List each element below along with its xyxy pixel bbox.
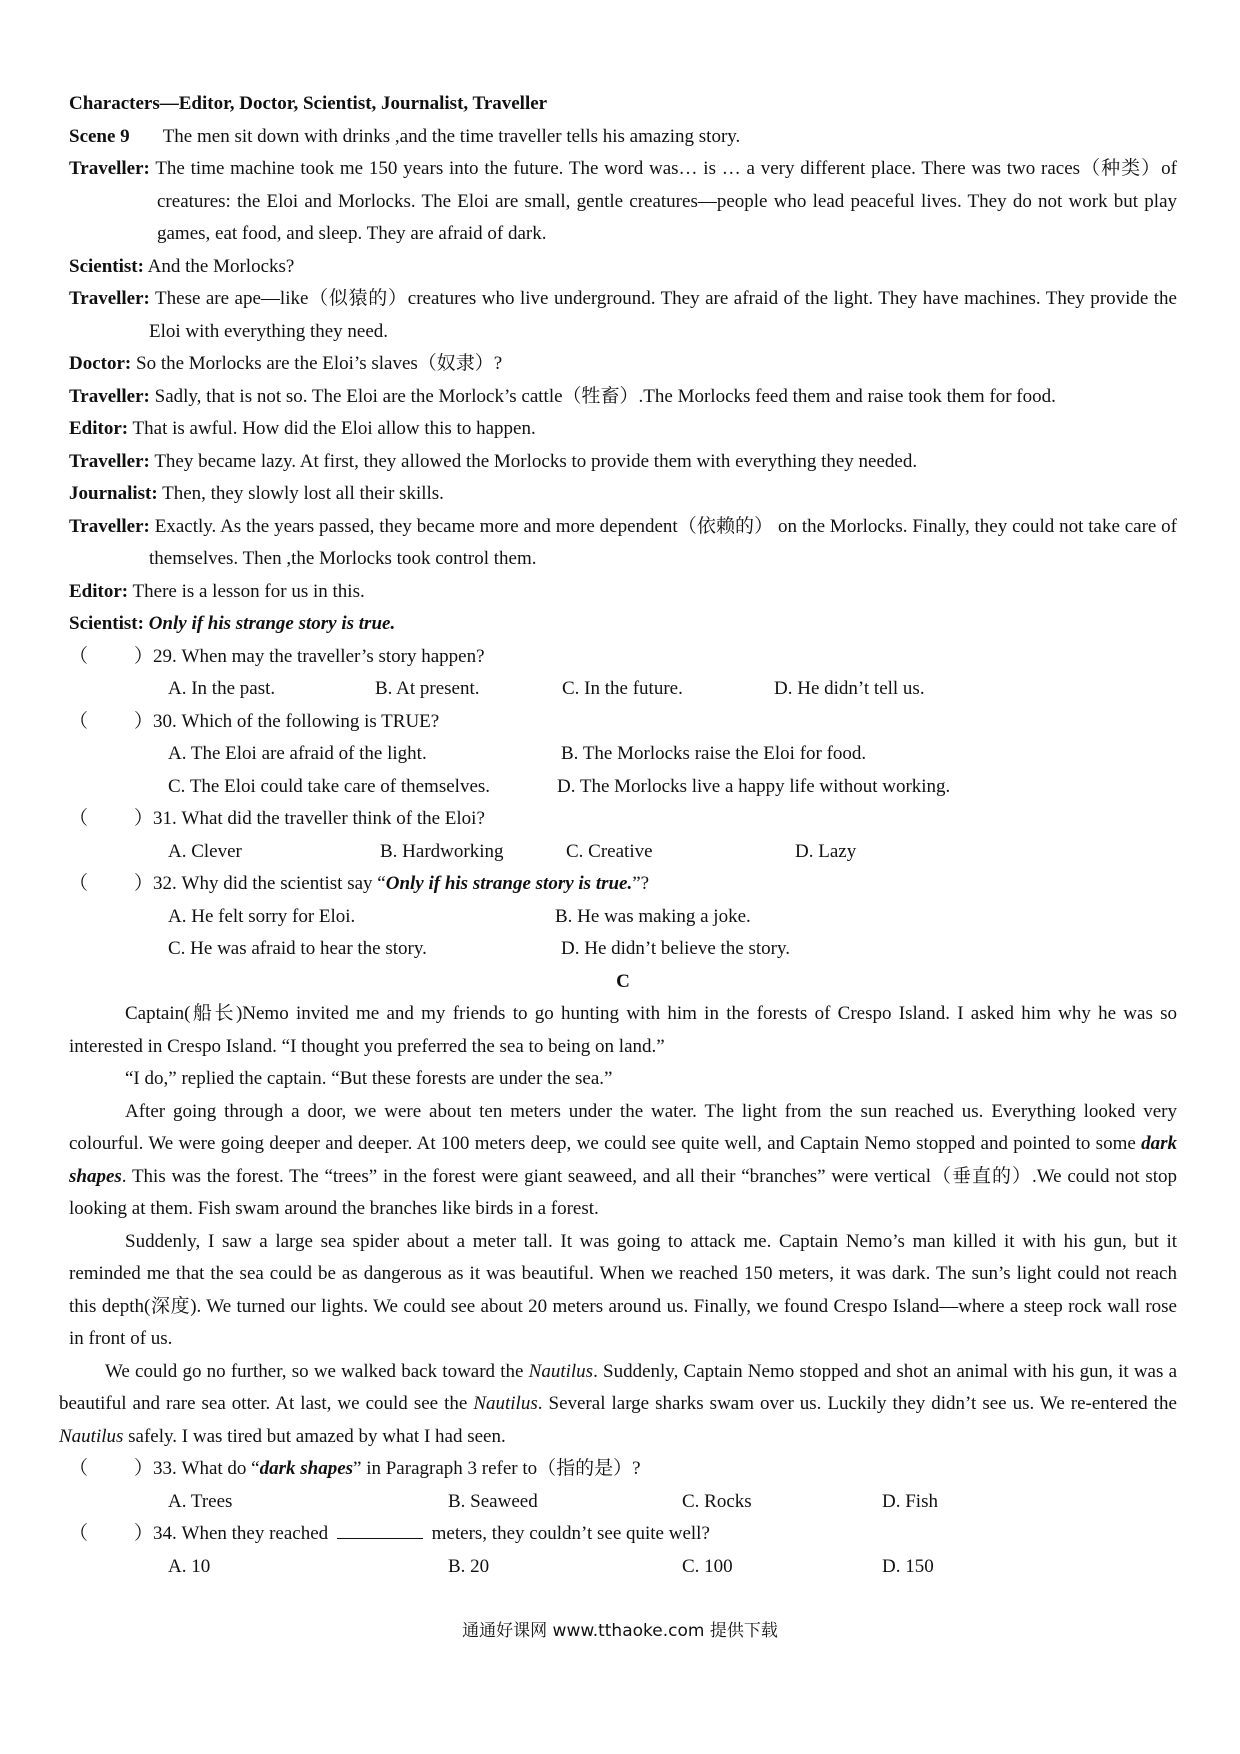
question-text: What did the traveller think of the Eloi?: [181, 808, 485, 829]
option[interactable]: A. In the past.: [168, 678, 276, 699]
answer-blank[interactable]: [89, 1453, 134, 1486]
answer-paren-open: （: [69, 808, 89, 829]
worksheet-page: [59, 88, 1178, 1583]
answer-blank[interactable]: [89, 641, 134, 674]
options-row: [69, 1486, 1177, 1519]
option[interactable]: C. Rocks: [682, 1490, 752, 1512]
dialogue-line: [69, 251, 1177, 284]
answer-paren-close: ）: [134, 873, 154, 894]
question-30: [69, 706, 1177, 739]
option[interactable]: C. In the future.: [562, 678, 683, 699]
speaker: Scientist:: [69, 613, 144, 634]
question-text: When may the traveller’s story happen?: [181, 645, 485, 667]
speaker: Editor:: [69, 418, 129, 439]
passage-paragraph: Suddenly, I saw a large sea spider about a meter tall. It was going to attack me. Captain Nemo’s man killed it with his gun, but it reminded me that the sea could be as dangerous as it was beautiful. When we reached 150 meters, it was dark. The sun’s light could not reach this depth(深度). We turned our lights. We could see about 20 meters around us. Finally, we found Crespo Island—where a steep rock wall rose in front of us.: [69, 1230, 1177, 1349]
section-heading-c: C: [616, 970, 630, 992]
answer-paren-close: ）: [134, 1523, 154, 1544]
dialogue-line: [69, 348, 1177, 381]
option[interactable]: B. 20: [448, 1555, 490, 1577]
option[interactable]: B. He was making a joke.: [555, 905, 751, 927]
dialogue-line: [69, 446, 1177, 479]
question-text: What do “dark shapes” in Paragraph 3 refer to（指的是）?: [181, 1458, 641, 1479]
dialogue-text: Then, they slowly lost all their skills.: [162, 483, 444, 504]
dialogue-text: These are ape—like（似猿的）creatures who live underground. They are afraid of the light. They have machines. They provide the Eloi with everything they need.: [149, 288, 1177, 342]
fill-in-blank[interactable]: [337, 1520, 423, 1539]
page-footer: 通通好课网 www.tthaoke.com 提供下载: [462, 1621, 778, 1641]
option[interactable]: C. He was afraid to hear the story.: [168, 938, 427, 959]
answer-paren-open: （: [69, 710, 89, 732]
question-33: [69, 1453, 1177, 1486]
scene-label: Scene 9: [69, 125, 130, 147]
options-row: [69, 738, 1177, 771]
answer-paren-open: （: [69, 645, 89, 667]
dialogue-line: [69, 608, 1177, 641]
question-31: [69, 803, 1177, 836]
question-number: 31.: [153, 808, 177, 829]
answer-blank[interactable]: [89, 706, 134, 739]
dialogue-text: And the Morlocks?: [147, 255, 295, 277]
speaker: Traveller:: [69, 515, 150, 537]
dialogue-text: There is a lesson for us in this.: [132, 580, 365, 602]
question-34: [69, 1518, 1177, 1551]
answer-paren-open: （: [69, 1523, 89, 1544]
option[interactable]: A. 10: [168, 1555, 211, 1577]
answer-paren-open: （: [69, 873, 89, 894]
dialogue-text: Only if his strange story is true.: [148, 613, 396, 634]
question-number: 32.: [153, 873, 177, 894]
dialogue-text: They became lazy. At first, they allowed the Morlocks to provide them with everything they needed.: [154, 450, 918, 472]
answer-paren-close: ）: [134, 710, 154, 732]
answer-paren-close: ）: [134, 808, 154, 829]
dialogue-text: That is awful. How did the Eloi allow this to happen.: [132, 418, 536, 439]
option[interactable]: C. 100: [682, 1555, 733, 1577]
scene-line: [69, 121, 1177, 154]
question-number: 33.: [153, 1458, 177, 1479]
speaker: Doctor:: [69, 353, 132, 374]
passage-paragraph: “I do,” replied the captain. “But these forests are under the sea.”: [125, 1068, 613, 1089]
question-number: 30.: [153, 710, 177, 732]
scene-text: The men sit down with drinks ,and the time traveller tells his amazing story.: [162, 125, 741, 147]
characters-line: Characters—Editor, Doctor, Scientist, Journalist, Traveller: [69, 93, 548, 114]
option[interactable]: C. The Eloi could take care of themselves.: [168, 775, 491, 797]
option[interactable]: D. He didn’t believe the story.: [561, 938, 791, 959]
option[interactable]: A. The Eloi are afraid of the light.: [168, 743, 427, 764]
answer-blank[interactable]: [89, 803, 134, 836]
passage-paragraph: Captain(船长)Nemo invited me and my friends to go hunting with him in the forests of Crespo Island. I asked him why he was so interested in Crespo Island. “I thought you preferred the sea to being on land.”: [69, 1003, 1177, 1057]
option[interactable]: D. He didn’t tell us.: [774, 678, 925, 699]
answer-paren-close: ）: [134, 1458, 154, 1479]
answer-blank[interactable]: [89, 868, 134, 901]
options-row: [69, 901, 1177, 934]
option[interactable]: A. Trees: [168, 1490, 233, 1512]
dialogue-text: The time machine took me 150 years into the future. The word was… is … a very different place. There was two races（种类）of creatures: the Eloi and Morlocks. The Eloi are small, gentle creatures—people who lead peaceful lives. They do not work but play games, eat food, and sleep. They are afraid of dark.: [155, 158, 1177, 244]
question-text: Which of the following is TRUE?: [181, 710, 440, 732]
option[interactable]: D. 150: [882, 1555, 934, 1577]
dialogue-line: [69, 381, 1177, 414]
options-row: [69, 933, 1177, 966]
answer-paren-close: ）: [134, 645, 154, 667]
option[interactable]: C. Creative: [566, 840, 653, 862]
speaker: Journalist:: [69, 483, 158, 504]
dialogue-text: Exactly. As the years passed, they became more and more dependent（依赖的） on the Morlocks. Finally, they could not take care of themselves. Then ,the Morlocks took control them.: [149, 515, 1178, 569]
speaker: Traveller:: [69, 288, 150, 309]
options-row: [69, 673, 1177, 706]
dialogue-line: [69, 576, 1177, 609]
question-text: Why did the scientist say “Only if his strange story is true.”?: [181, 873, 650, 894]
question-number: 34.: [153, 1523, 177, 1544]
option[interactable]: D. Fish: [882, 1490, 938, 1512]
option[interactable]: A. Clever: [168, 840, 242, 862]
passage-paragraph: We could go no further, so we walked back toward the Nautilus. Suddenly, Captain Nemo stopped and shot an animal with his gun, it was a beautiful and rare sea otter. At last, we could see the Nautilus. Several large sharks swam over us. Luckily they didn’t see us. We re-entered the Nautilus safely. I was tired but amazed by what I had seen.: [59, 1360, 1177, 1447]
dialogue-line: [69, 153, 1177, 251]
option[interactable]: D. The Morlocks live a happy life without working.: [557, 775, 951, 797]
dialogue-text: Sadly, that is not so. The Eloi are the Morlock’s cattle（牲畜）.The Morlocks feed them and raise took them for food.: [154, 385, 1056, 407]
option[interactable]: B. At present.: [375, 678, 480, 699]
option[interactable]: B. The Morlocks raise the Eloi for food.: [561, 743, 867, 764]
option[interactable]: B. Seaweed: [448, 1490, 538, 1512]
answer-blank[interactable]: [89, 1518, 134, 1551]
option[interactable]: A. He felt sorry for Eloi.: [168, 905, 356, 927]
options-row: [69, 771, 1177, 804]
option[interactable]: B. Hardworking: [380, 840, 504, 862]
dialogue-text: So the Morlocks are the Eloi’s slaves（奴隶）?: [136, 353, 503, 374]
dialogue-line: [69, 413, 1177, 446]
question-32: [69, 868, 1177, 901]
speaker: Traveller:: [69, 158, 150, 179]
speaker: Traveller:: [69, 385, 150, 407]
speaker: Editor:: [69, 580, 129, 602]
question-number: 29.: [153, 645, 177, 667]
answer-paren-open: （: [69, 1458, 89, 1479]
passage-paragraph: After going through a door, we were about ten meters under the water. The light from the sun reached us. Everything looked very colourful. We were going deeper and deeper. At 100 meters deep, we could see quite well, and Captain Nemo stopped and pointed to some dark shapes. This was the forest. The “trees” in the forest were giant seaweed, and all their “branches” were vertical（垂直的）.We could not stop looking at them. Fish swam around the branches like birds in a forest.: [69, 1100, 1177, 1219]
dialogue-line: [69, 511, 1177, 576]
question-text: When they reached meters, they couldn’t see quite well?: [182, 1518, 710, 1551]
question-29: [69, 641, 1177, 674]
speaker: Scientist:: [69, 255, 144, 277]
dialogue-line: [69, 283, 1177, 348]
speaker: Traveller:: [69, 450, 150, 472]
option[interactable]: D. Lazy: [795, 840, 857, 862]
options-row: [69, 836, 1177, 869]
options-row: [69, 1551, 1177, 1584]
dialogue-line: [69, 478, 1177, 511]
